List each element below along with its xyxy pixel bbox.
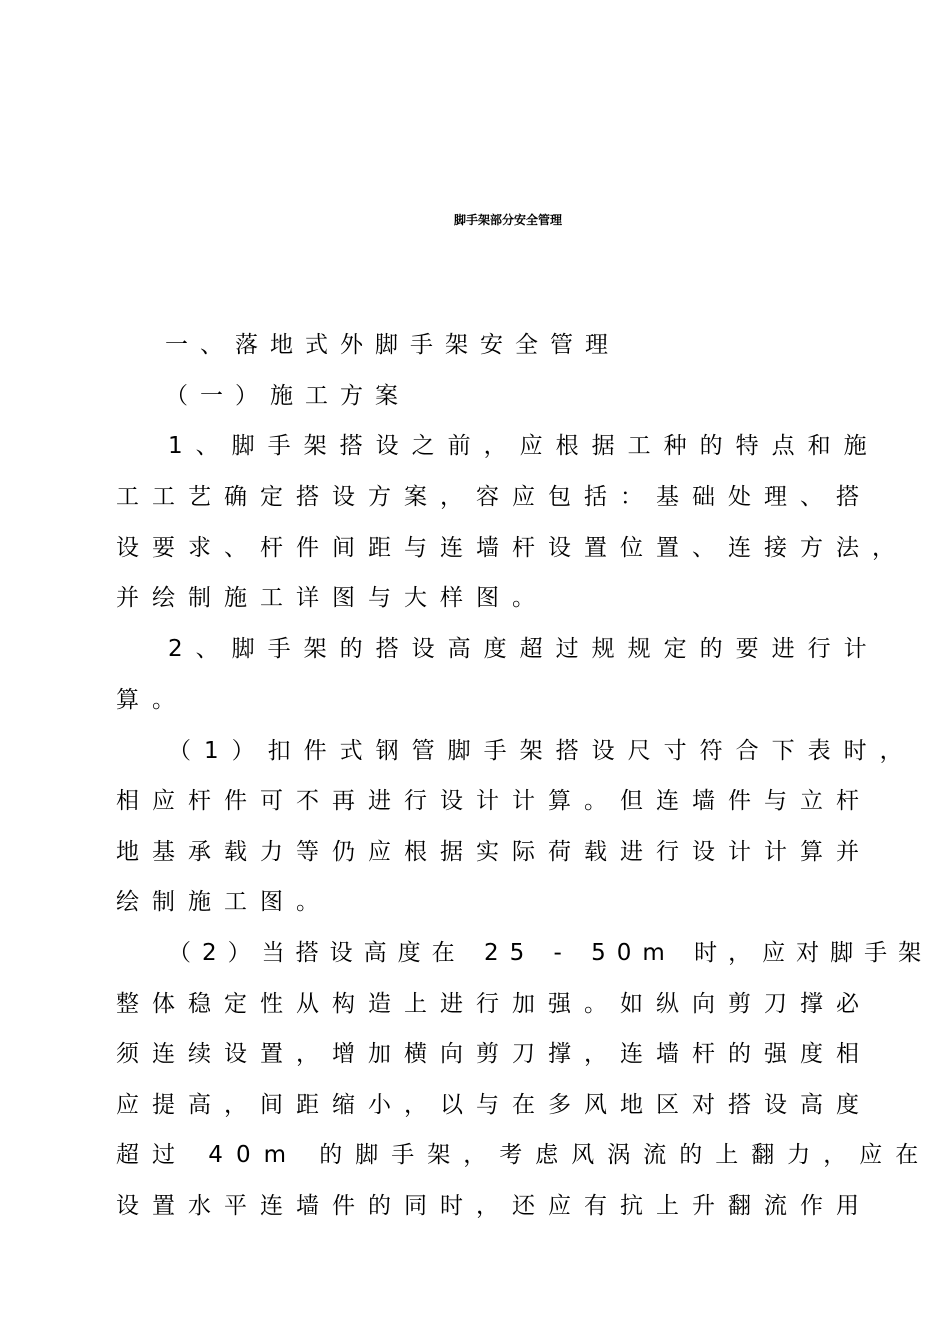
paragraph-line: 整体稳定性从构造上进行加强。如纵向剪刀撑必	[116, 991, 872, 1017]
section-heading: 一、落地式外脚手架安全管理	[165, 332, 620, 358]
paragraph-line: 工工艺确定搭设方案，容应包括：基础处理、搭	[116, 484, 872, 510]
paragraph-line: 相应杆件可不再进行设计计算。但连墙件与立杆	[116, 788, 872, 814]
paragraph-line: 地基承载力等仍应根据实际荷载进行设计计算并	[116, 839, 872, 865]
paragraph-line: 2、脚手架的搭设高度超过规规定的要进行计	[168, 636, 880, 662]
paragraph-line: 算。	[116, 687, 188, 713]
paragraph-line: 超过 40m 的脚手架，考虑风涡流的上翻力，应在	[116, 1142, 932, 1168]
subsection-heading: （一）施工方案	[165, 383, 410, 409]
paragraph-line: 并绘制施工详图与大样图。	[116, 585, 548, 611]
paragraph-line: 应提高，间距缩小，以与在多风地区对搭设高度	[116, 1092, 872, 1118]
paragraph-line: 绘制施工图。	[116, 889, 332, 915]
paragraph-line: （2）当搭设高度在 25 - 50m 时，应对脚手架	[168, 940, 933, 966]
paragraph-line: 须连续设置，增加横向剪刀撑，连墙杆的强度相	[116, 1041, 872, 1067]
page-title: 脚手架部分安全管理	[453, 213, 562, 227]
paragraph-line: 设要求、杆件间距与连墙杆设置位置、连接方法，	[116, 535, 908, 561]
paragraph-line: 设置水平连墙件的同时，还应有抗上升翻流作用	[116, 1193, 872, 1219]
paragraph-line: （1）扣件式钢管脚手架搭设尺寸符合下表时，	[168, 738, 916, 764]
paragraph-line: 1、脚手架搭设之前，应根据工种的特点和施	[168, 433, 880, 459]
